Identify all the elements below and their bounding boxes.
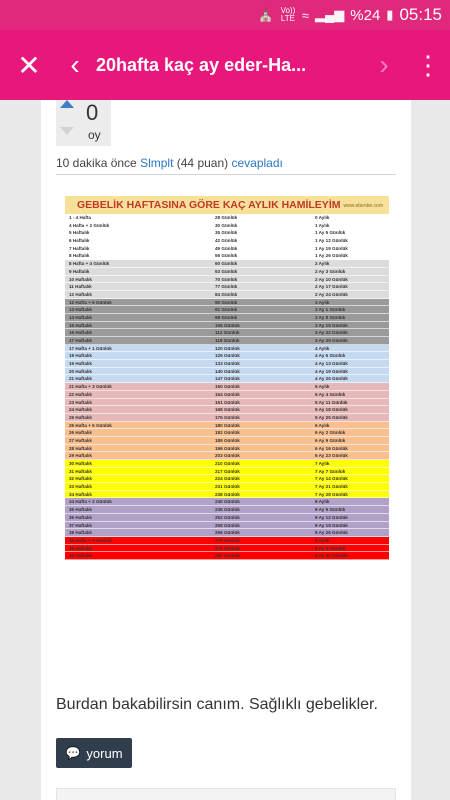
chart-days-cell: 56 Günlük [215,253,238,259]
answer-card [41,100,411,800]
chart-week-cell: 7 Haftalık [69,245,90,251]
chart-week-cell: 30 Haftalık [69,461,92,466]
chart-days-cell: 112 Günlük [215,330,240,336]
chart-week-cell: 16 Haftalık [69,330,92,336]
chart-week-cell: 17 Hafta + 1 Günlük [69,345,112,351]
chart-row [65,245,389,253]
chart-row [65,445,389,453]
answer-text: Burdan bakabilirsin canım. Sağlıklı gebelikler. [56,696,378,713]
chart-row [65,545,389,553]
battery-icon: ▮ [386,7,394,22]
chart-days-cell: 273 Günlük [215,545,240,551]
chart-days-cell: 240 Günlük [215,499,240,505]
chart-months-cell: 9 Ay 10 Günlük [315,553,348,559]
chart-months-cell: 5 Aylık [315,384,330,390]
chart-row [65,452,389,460]
chart-week-cell: 34 Haftalık [69,491,92,497]
chart-week-cell: 25 Haftalık [69,414,92,420]
chart-months-cell: 4 Ay 19 Günlük [315,368,348,374]
chart-week-cell: 38 Hafta + 4 Günlük [69,537,112,543]
chart-week-cell: 21 Hafta + 3 Günlük [69,384,112,390]
volte-indicator: Vo)) LTE [280,6,296,23]
chart-months-cell: 1 Aylık [315,222,330,228]
chart-row [65,306,389,314]
chart-days-cell: 150 Günlük [215,384,240,390]
chart-months-cell: 5 Ay 25 Günlük [315,414,348,420]
chart-months-cell: 3 Ay 15 Günlük [315,322,348,328]
chart-row [65,368,389,376]
chart-week-cell: 11 Haftalık [69,284,92,290]
chart-days-cell: 238 Günlük [215,491,240,497]
back-arrow-icon[interactable]: ‹ [70,49,80,80]
chart-week-cell: 6 Haftalık [69,238,90,244]
chart-days-cell: 175 Günlük [215,414,240,420]
action-text[interactable]: cevapladı [231,156,283,170]
chart-week-cell: 14 Haftalık [69,314,92,320]
vote-unit: oy [88,128,101,142]
chart-row [65,514,389,522]
chart-months-cell: 5 Ay 18 Günlük [315,407,348,413]
chart-row [65,483,389,491]
more-options-icon[interactable]: ⋮ [415,49,441,80]
chart-week-cell: 9 Haftalık [69,268,90,274]
chart-row [65,329,389,337]
chart-days-cell: 126 Günlük [215,353,240,359]
chart-days-cell: 182 Günlük [215,430,240,436]
chart-week-cell: 31 Haftalık [69,468,92,474]
chart-row [65,383,389,391]
chart-months-cell: 3 Ay 8 Günlük [315,314,346,320]
page-content [0,100,450,800]
chart-row [65,375,389,383]
chart-week-cell: 19 Haftalık [69,361,92,367]
chart-days-cell: 70 Günlük [215,276,238,282]
chart-days-cell: 90 Günlük [215,299,238,305]
chart-months-cell: 2 Ay 3 Günlük [315,268,346,274]
chart-week-cell: 17 Haftalık [69,338,92,343]
divider [56,174,396,175]
chart-week-cell: 34 Hafta + 2 Günlük [69,499,112,505]
clock: 05:15 [399,5,442,24]
chart-days-cell: 35 Günlük [215,230,238,236]
chart-week-cell: 24 Haftalık [69,407,92,413]
chart-week-cell: 4 Hafta + 2 Günlük [69,222,110,228]
chart-months-cell: 4 Aylık [315,345,330,351]
chart-days-cell: 224 Günlük [215,476,240,482]
chart-days-cell: 180 Günlük [215,422,240,428]
page-title: 20hafta kaç ay eder-Ha... [96,54,307,75]
chart-row [65,299,389,307]
chart-week-cell: 8 Hafta + 4 Günlük [69,261,110,267]
pregnancy-chart-image[interactable] [65,196,389,676]
chart-months-cell: 5 Ay 11 Günlük [315,399,348,405]
chart-days-cell: 168 Günlük [215,407,240,413]
chart-months-cell: 8 Aylık [315,499,330,505]
chart-week-cell: 5 Haftalık [69,230,90,236]
downvote-icon[interactable] [60,127,74,135]
chart-months-cell: 1 Ay 5 Günlük [315,230,346,236]
chart-week-cell: 12 Hafta + 6 Günlük [69,299,112,305]
user-link[interactable]: Slmplt [140,156,174,170]
chart-rows [65,214,389,560]
chart-months-cell: 6 Ay 9 Günlük [315,437,346,443]
chart-week-cell: 23 Haftalık [69,399,92,405]
chart-week-cell: 36 Haftalık [69,514,92,520]
chart-days-cell: 30 Günlük [215,222,238,228]
chart-days-cell: 266 Günlük [215,530,240,536]
chart-months-cell: 7 Ay 21 Günlük [315,484,348,490]
chart-days-cell: 196 Günlük [215,445,240,451]
chart-days-cell: 231 Günlük [215,484,240,490]
wifi-icon: ≈ [301,7,310,23]
chart-title: GEBELİK HAFTASINA GÖRE KAÇ AYLIK HAMİLEYİM www.ebenbe.com [65,196,389,214]
chart-week-cell: 18 Haftalık [69,353,92,359]
chart-days-cell: 280 Günlük [215,553,240,559]
chart-week-cell: 25 Hafta + 5 Günlük [69,422,112,428]
chart-days-cell: 245 Günlük [215,507,240,513]
chart-row [65,491,389,499]
chart-week-cell: 21 Haftalık [69,376,92,382]
chart-days-cell: 140 Günlük [215,368,240,374]
chart-months-cell: 4 Ay 26 Günlük [315,376,348,382]
chart-week-cell: 15 Haftalık [69,322,92,328]
forward-arrow-icon[interactable]: › [379,49,389,80]
chart-row [65,283,389,291]
vote-box [56,100,111,146]
close-icon[interactable]: ✕ [17,49,41,81]
chart-months-cell: 6 Ay 23 Günlük [315,453,348,459]
chart-months-cell: 4 Ay 13 Günlük [315,361,348,367]
chart-week-cell: 20 Haftalık [69,368,92,374]
chart-row [65,406,389,414]
chart-months-cell: 1 Ay 12 Günlük [315,238,348,244]
chart-days-cell: 120 Günlük [215,345,240,351]
speech-bubble-icon: 💬 [65,746,81,760]
chart-days-cell: 217 Günlük [215,468,240,474]
chart-months-cell: 1 Ay 19 Günlük [315,245,348,251]
chart-months-cell: 3 Ay 22 Günlük [315,330,348,336]
chart-days-cell: 189 Günlük [215,437,240,443]
signal-icon: ▂▄▆ [315,7,345,22]
chart-row [65,229,389,237]
chart-row [65,529,389,537]
chart-days-cell: 147 Günlük [215,376,240,382]
chart-week-cell: 40 Haftalık [69,553,92,559]
chart-days-cell: 63 Günlük [215,268,238,274]
chart-week-cell: 35 Haftalık [69,507,92,513]
chart-days-cell: 49 Günlük [215,245,238,251]
chart-row [65,391,389,399]
chart-months-cell: 8 Ay 26 Günlük [315,530,348,536]
vote-count: 0 [86,100,99,125]
chart-months-cell: 7 Ay 14 Günlük [315,476,348,482]
status-bar [0,0,450,30]
chart-week-cell: 29 Haftalık [69,453,92,459]
chart-months-cell: 9 Aylık [315,537,330,543]
chart-week-cell: 27 Haftalık [69,437,92,443]
chart-site: www.ebenbe.com [343,203,383,209]
chart-days-cell: 133 Günlük [215,361,240,367]
chart-days-cell: 203 Günlük [215,453,240,459]
chart-row [65,222,389,230]
chart-months-cell: 8 Ay 5 Günlük [315,507,346,513]
chart-row [65,345,389,353]
chart-row [65,252,389,260]
chart-days-cell: 210 Günlük [215,461,240,466]
chart-months-cell: 6 Aylık [315,422,330,428]
chart-months-cell: 6 Ay 2 Günlük [315,430,346,436]
chart-months-cell: 8 Ay 19 Günlük [315,522,348,528]
notification-icon: ⛪ [257,7,274,22]
chart-row [65,422,389,430]
chart-week-cell: 32 Haftalık [69,476,92,482]
chart-months-cell: 9 Ay 3 Günlük [315,545,346,551]
chart-months-cell: 2 Ay 24 Günlük [315,291,348,297]
chart-row [65,276,389,284]
chart-months-cell: 2 Ay 17 Günlük [315,284,348,290]
chart-months-cell: 8 Ay 12 Günlük [315,514,348,520]
chart-row [65,322,389,330]
chart-months-cell: 2 Ay 10 Günlük [315,276,348,282]
chart-row [65,468,389,476]
chart-days-cell: 98 Günlük [215,314,238,320]
next-answer-card [56,788,396,800]
comment-button-label: yorum [86,745,123,761]
chart-week-cell: 22 Haftalık [69,391,92,397]
chart-days-cell: 259 Günlük [215,522,240,528]
chart-row [65,522,389,530]
chart-row [65,337,389,345]
chart-months-cell: 5 Ay 4 Günlük [315,391,346,397]
chart-row [65,537,389,545]
comment-button[interactable] [56,738,132,768]
chart-week-cell: 13 Haftalık [69,307,92,313]
chart-months-cell: 0 Aylık [315,215,330,220]
battery-percent: %24 [350,6,381,24]
chart-row [65,352,389,360]
chart-months-cell: 4 Ay 6 Günlük [315,353,346,359]
chart-week-cell: 38 Haftalık [69,530,92,536]
chart-row [65,360,389,368]
chart-months-cell: 6 Ay 16 Günlük [315,445,348,451]
chart-days-cell: 84 Günlük [215,291,238,297]
chart-months-cell: 7 Ay 7 Günlük [315,468,346,474]
chart-months-cell: 3 Ay 29 Günlük [315,338,348,343]
chart-months-cell: 2 Aylık [315,261,330,267]
chart-row [65,552,389,560]
chart-week-cell: 26 Haftalık [69,430,92,436]
chart-row [65,314,389,322]
chart-months-cell: 1 Ay 26 Günlük [315,253,348,259]
chart-days-cell: 119 Günlük [215,338,240,343]
chart-days-cell: 42 Günlük [215,238,238,244]
chart-days-cell: 161 Günlük [215,399,240,405]
chart-week-cell: 12 Haftalık [69,291,92,297]
chart-days-cell: 60 Günlük [215,261,238,267]
chart-row [65,291,389,299]
chart-week-cell: 1 - 4 Hafta [69,215,91,220]
chart-row [65,414,389,422]
chart-week-cell: 28 Haftalık [69,445,92,451]
upvote-icon[interactable] [60,100,74,108]
chart-week-cell: 33 Haftalık [69,484,92,490]
answer-meta [56,156,283,170]
chart-row [65,399,389,407]
chart-row [65,260,389,268]
chart-row [65,214,389,222]
chart-days-cell: 154 Günlük [215,391,240,397]
chart-months-cell: 7 Ay 28 Günlük [315,491,348,497]
chart-days-cell: 77 Günlük [215,284,238,290]
chart-row [65,475,389,483]
app-bar [0,30,450,100]
chart-row [65,429,389,437]
chart-row [65,268,389,276]
chart-week-cell: 8 Haftalık [69,253,90,259]
chart-row [65,460,389,468]
user-points: (44 puan) [176,156,229,170]
chart-row [65,437,389,445]
chart-days-cell: 91 Günlük [215,307,238,313]
chart-months-cell: 7 Aylık [315,461,330,466]
chart-week-cell: 39 Haftalık [69,545,92,551]
chart-week-cell: 10 Haftalık [69,276,92,282]
chart-week-cell: 37 Haftalık [69,522,92,528]
chart-months-cell: 3 Ay 1 Günlük [315,307,346,313]
chart-row [65,498,389,506]
chart-row [65,237,389,245]
chart-row [65,506,389,514]
answer-time: 10 dakika önce [56,156,137,170]
chart-days-cell: 28 Günlük [215,215,238,220]
chart-days-cell: 270 Günlük [215,537,240,543]
chart-days-cell: 105 Günlük [215,322,240,328]
chart-months-cell: 3 Aylık [315,299,330,305]
chart-days-cell: 252 Günlük [215,514,240,520]
